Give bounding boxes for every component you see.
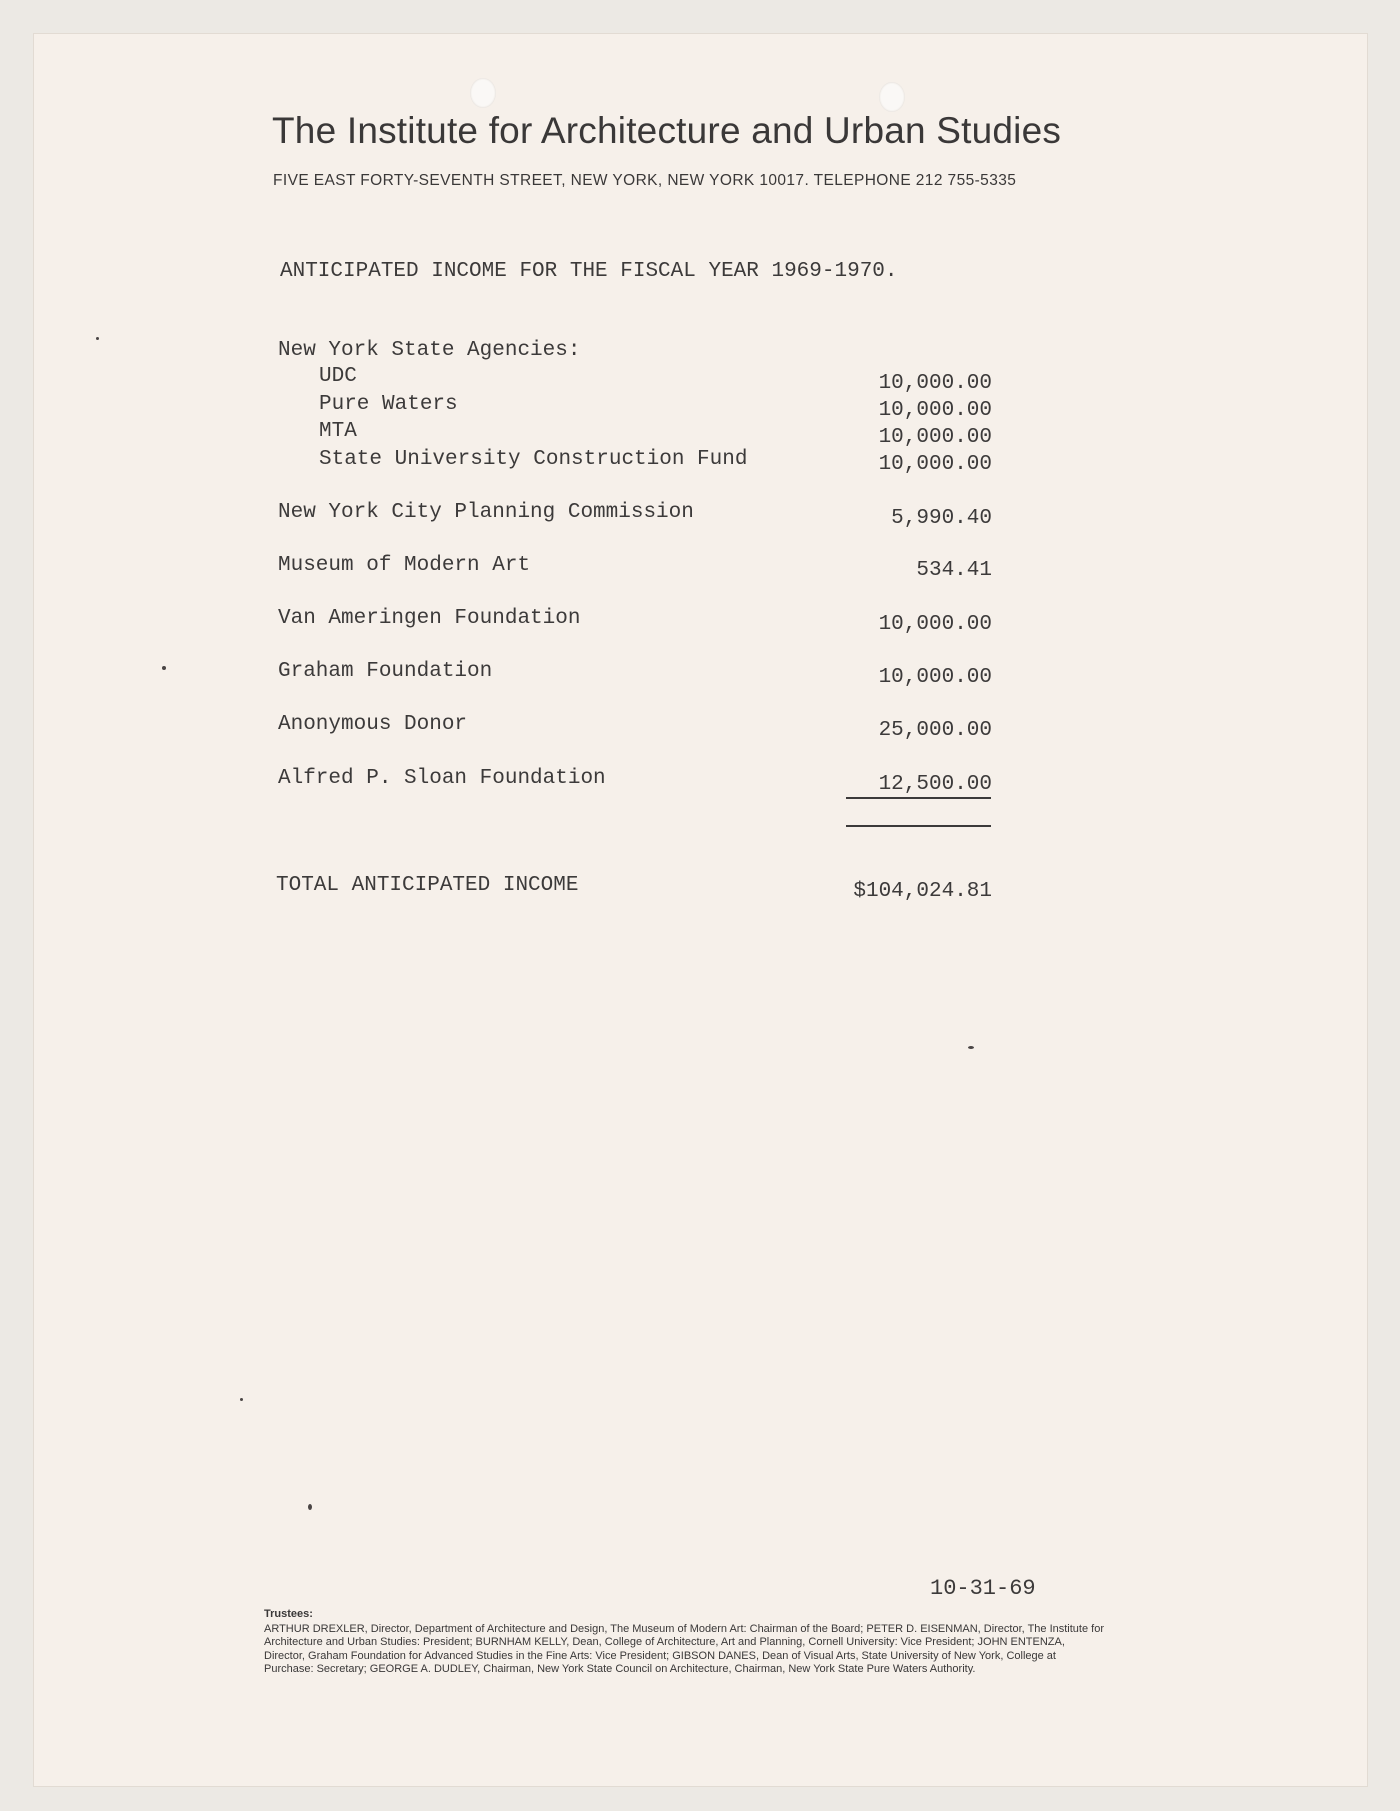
document-heading: ANTICIPATED INCOME FOR THE FISCAL YEAR 1969-1970. <box>280 260 898 283</box>
group-item-amount: 10,000.00 <box>878 453 992 476</box>
income-item-amount: 534.41 <box>916 559 992 582</box>
group-item-amount: 10,000.00 <box>878 399 992 422</box>
letterhead-address: FIVE EAST FORTY-SEVENTH STREET, NEW YORK, NEW YORK 10017. TELEPHONE 212 755-5335 <box>273 172 1017 189</box>
income-item-amount: 25,000.00 <box>878 719 992 742</box>
income-item-amount: 12,500.00 <box>878 773 992 796</box>
group-item-label: State University Construction Fund <box>319 448 748 471</box>
group-label: New York State Agencies: <box>278 339 581 362</box>
income-item-amount: 5,990.40 <box>891 507 992 530</box>
punch-hole-right <box>879 82 905 112</box>
paper-speck <box>968 1046 974 1049</box>
amount-underline <box>846 797 991 799</box>
group-item-amount: 10,000.00 <box>878 426 992 449</box>
group-item-label: Pure Waters <box>319 393 458 416</box>
income-item-label: Alfred P. Sloan Foundation <box>278 767 606 790</box>
income-item-amount: 10,000.00 <box>878 613 992 636</box>
paper-speck <box>308 1504 312 1510</box>
document-date: 10-31-69 <box>930 1576 1036 1601</box>
paper-speck <box>240 1398 243 1401</box>
document-sheet <box>34 34 1367 1786</box>
punch-hole-left <box>470 78 496 108</box>
income-item-label: Museum of Modern Art <box>278 554 531 577</box>
income-item-label: New York City Planning Commission <box>278 501 694 524</box>
trustees-heading: Trustees: <box>264 1608 313 1620</box>
group-item-label: UDC <box>319 365 357 388</box>
sum-rule <box>846 825 991 827</box>
letterhead-title: The Institute for Architecture and Urban Studies <box>272 110 1062 151</box>
paper-speck <box>96 337 99 340</box>
paper-speck <box>162 666 166 670</box>
trustees-text: ARTHUR DREXLER, Director, Department of Architecture and Design, The Museum of Modern Art: Chairman of the Board; PETER D. EISENMAN, Director, The Institute for Architecture and Urban Studies: President; BURNHAM KELLY, Dean, College of Architecture, Art and Planning, Cornell University: Vice President; JOHN ENTENZA, Director, Graham Foundation for Advanced Studies in the Fine Arts: Vice President; GIBSON DANES, Dean of Visual Arts, State University of New York, College at Purchase: Secretary; GEORGE A. DUDLEY, Chairman, New York State Council on Architecture, Chairman, New York State Pure Waters Authority. <box>264 1622 1104 1675</box>
total-label: TOTAL ANTICIPATED INCOME <box>276 874 579 897</box>
income-item-label: Graham Foundation <box>278 660 493 683</box>
group-item-label: MTA <box>319 420 357 443</box>
income-item-amount: 10,000.00 <box>878 666 992 689</box>
income-item-label: Van Ameringen Foundation <box>278 607 581 630</box>
total-amount: $104,024.81 <box>853 880 992 903</box>
trustees-footer <box>264 1608 1104 1677</box>
income-item-label: Anonymous Donor <box>278 713 468 736</box>
group-item-amount: 10,000.00 <box>878 372 992 395</box>
